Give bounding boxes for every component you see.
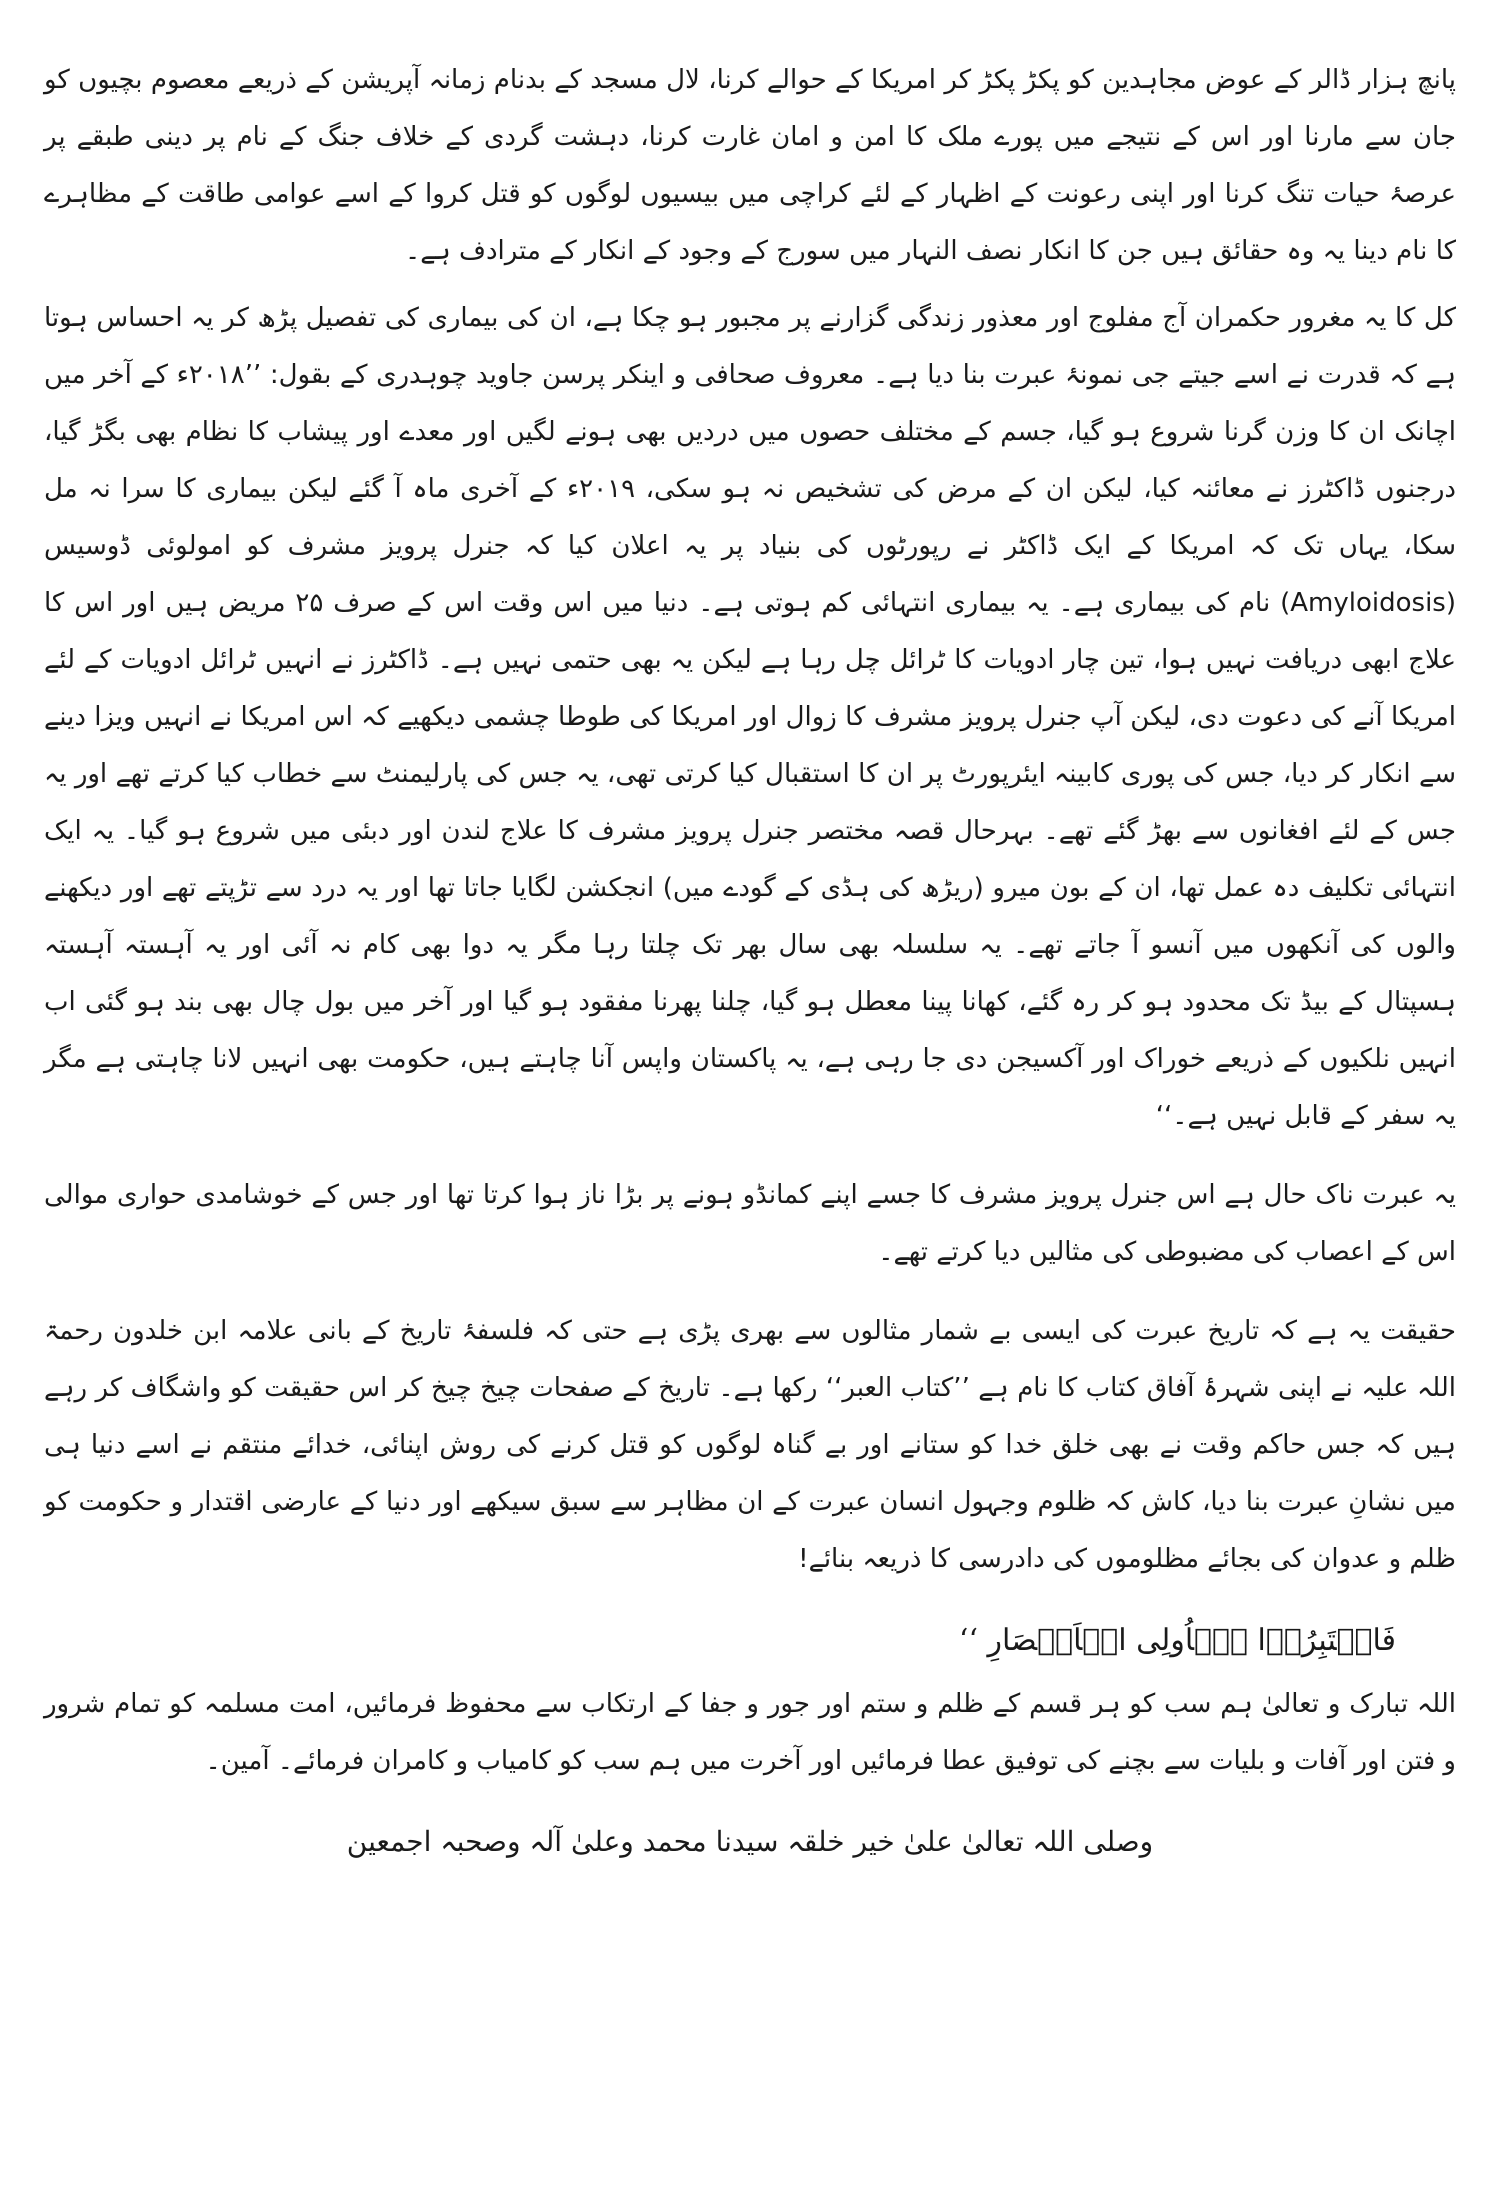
paragraph-lesson: یہ عبرت ناک حال ہے اس جنرل پرویز مشرف کا جسے اپنے کمانڈو ہونے پر بڑا ناز ہوا کرتا تھا اور جس کے خوشامدی حواری موالی اس کے اعصاب کی مضبوطی کی مثالیں دیا کرتے تھے۔ — [44, 1180, 1456, 1267]
paragraph-illness-details: کل کا یہ مغرور حکمران آج مفلوج اور معذور زندگی گزارنے پر مجبور ہو چکا ہے، ان کی بیماری کی تفصیل پڑھ کر یہ احساس ہوتا ہے کہ قدرت نے اسے جیتے جی نمونۂ عبرت بنا دیا ہے۔ معروف صحافی و اینکر پرسن جاوید چوہدری کے بقول: ’’۲۰۱۸ء کے آخر میں اچانک ان کا وزن گرنا شروع ہو گیا، جسم کے مختلف حصوں میں دردیں بھی ہونے لگیں اور معدے اور پیشاب کا نظام بھی بگڑ گیا، درجنوں ڈاکٹرز نے معائنہ کیا، لیکن ان کے مرض کی تشخیص نہ ہو سکی، ۲۰۱۹ء کے آخری ماہ آ گئے لیکن بیماری کا سرا نہ مل سکا، یہاں تک کہ امریکا کے ایک ڈاکٹر نے رپورٹوں کی بنیاد پر یہ اعلان کیا کہ جنرل پرویز مشرف کو امولوئی ڈوسیس (Amyloidosis) نام کی بیماری ہے۔ یہ بیماری انتہائی کم ہوتی ہے۔ دنیا میں اس وقت اس کے صرف ۲۵ مریض ہیں اور اس کا علاج ابھی دریافت نہیں ہوا، تین چار ادویات کا ٹرائل چل رہا ہے لیکن یہ بھی حتمی نہیں ہے۔ ڈاکٹرز نے انہیں ٹرائل ادویات کے لئے امریکا آنے کی دعوت دی، لیکن آپ جنرل پرویز مشرف کا زوال اور امریکا کی طوطا چشمی دیکھیے کہ اس امریکا نے انہیں ویزا دینے سے انکار کر دیا، جس کی پوری کابینہ ایئرپورٹ پر ان کا استقبال کیا کرتی تھی، یہ جس کی پارلیمنٹ سے خطاب کیا کرتے تھے اور یہ جس کے لئے افغانوں سے بھڑ گئے تھے۔ بہرحال قصہ مختصر جنرل پرویز مشرف کا علاج لندن اور دبئی میں شروع ہو گیا۔ یہ ایک انتہائی تکلیف دہ عمل تھا، ان کے بون میرو (ریڑھ کی ہڈی کے گودے میں) انجکشن لگایا جاتا تھا اور یہ درد سے تڑپتے تھے اور دیکھنے والوں کی آنکھوں میں آنسو آ جاتے تھے۔ یہ سلسلہ بھی سال بھر تک چلتا رہا مگر یہ دوا بھی کام نہ آئی اور یہ آہستہ آہستہ ہسپتال کے بیڈ تک محدود ہو کر رہ گئے، کھانا پینا معطل ہو گیا، چلنا پھرنا مفقود ہو گیا اور آخر میں بول چال بھی بند ہو گئی اب انہیں نلکیوں کے ذریعے خوراک اور آکسیجن دی جا رہی ہے، یہ پاکستان واپس آنا چاہتے ہیں، حکومت بھی انہیں لانا چاہتی ہے مگر یہ سفر کے قابل نہیں ہے۔‘‘ — [44, 303, 1457, 1131]
paragraph-history-lessons: حقیقت یہ ہے کہ تاریخ عبرت کی ایسی بے شمار مثالوں سے بھری پڑی ہے حتی کہ فلسفۂ تاریخ کے بانی علامہ ابن خلدون رحمۃ اللہ علیہ نے اپنی شہرۂ آفاق کتاب کا نام ہے ’’کتاب العبر‘‘ رکھا ہے۔ تاریخ کے صفحات چیخ چیخ کر اس حقیقت کو واشگاف کر رہے ہیں کہ جس حاکم وقت نے بھی خلق خدا کو ستانے اور بے گناہ لوگوں کو قتل کرنے کی روش اپنائی، خدائے منتقم نے اسے دنیا ہی میں نشانِ عبرت بنا دیا، کاش کہ ظلوم وجہول انسان عبرت کے ان مظاہر سے سبق سیکھے اور دنیا کے عارضی اقتدار و حکومت کو ظلم و عدوان کی بجائے مظلوموں کی دادرسی کا ذریعہ بنائے! — [44, 1316, 1456, 1574]
paragraph-musharraf-crimes: پانچ ہزار ڈالر کے عوض مجاہدین کو پکڑ پکڑ کر امریکا کے حوالے کرنا، لال مسجد کے بدنام زمانہ آپریشن کے ذریعے معصوم بچیوں کو جان سے مارنا اور اس کے نتیجے میں پورے ملک کا امن و امان غارت کرنا، دہشت گردی کے خلاف جنگ کے نام پر دینی طبقے پر عرصۂ حیات تنگ کرنا اور اپنی رعونت کے اظہار کے لئے کراچی میں بیسیوں لوگوں کو قتل کروا کے اسے عوامی طاقت کے مظاہرے کا نام دینا یہ وہ حقائق ہیں جن کا انکار نصف النہار میں سورج کے وجود کے انکار کے مترادف ہے۔ — [44, 65, 1456, 266]
closing-prayer: اللہ تبارک و تعالیٰ ہم سب کو ہر قسم کے ظلم و ستم اور جور و جفا کے ارتکاب سے محفوظ فرمائیں، امت مسلمہ کو تمام شرور و فتن اور آفات و بلیات سے بچنے کی توفیق عطا فرمائیں اور آخرت میں ہم سب کو کامیاب و کامران فرمائے۔ آمین۔ — [44, 1689, 1456, 1776]
quran-verse: فَاعۡتَبِرُوۡا یٰۤاُولِی الۡاَبۡصَارِ ‘‘ — [958, 1623, 1396, 1658]
salawat-line: وصلی اللہ تعالیٰ علیٰ خیر خلقہ سیدنا محمد وعلیٰ آلہ وصحبہ اجمعین — [346, 1825, 1154, 1858]
